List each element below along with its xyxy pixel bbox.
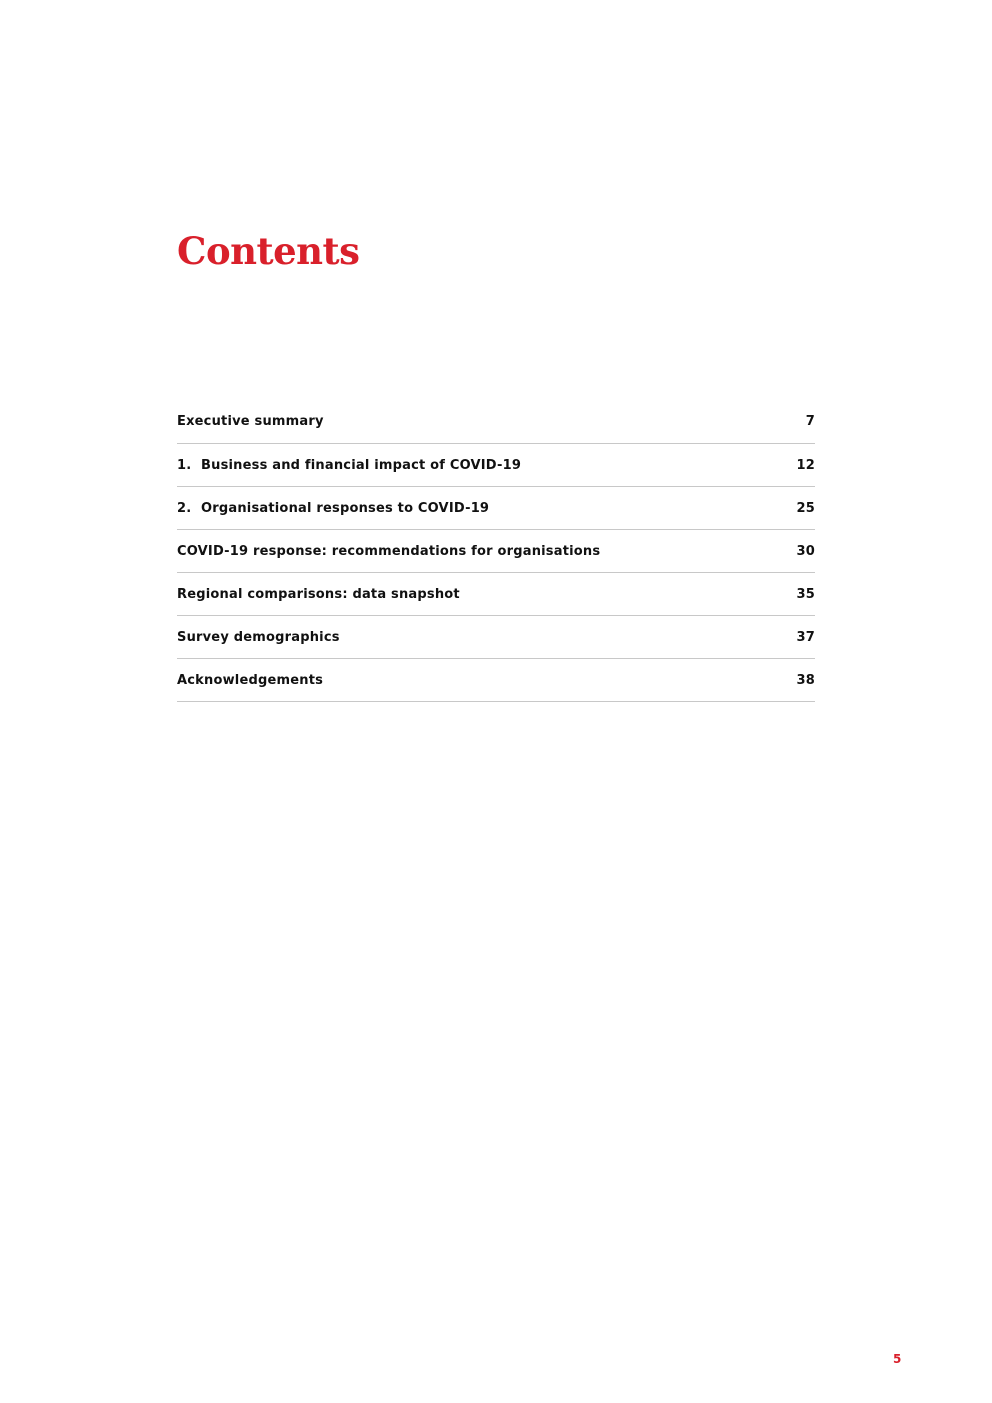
toc-entry-title: Acknowledgements bbox=[177, 672, 324, 688]
toc-entry-title: Executive summary bbox=[177, 414, 324, 429]
toc-entry-page: 35 bbox=[796, 586, 815, 602]
toc-entry-label bbox=[177, 414, 324, 429]
toc-entry[interactable] bbox=[177, 616, 815, 659]
toc-entry-title: Business and financial impact of COVID-19 bbox=[201, 457, 522, 473]
toc-entry-number: 1. bbox=[177, 457, 192, 473]
toc-entry-title: Survey demographics bbox=[177, 629, 340, 645]
toc-entry-title: COVID-19 response: recommendations for organisations bbox=[177, 543, 601, 559]
toc-entry[interactable] bbox=[177, 400, 815, 444]
toc-entry-label bbox=[177, 630, 340, 645]
toc-entry-label bbox=[177, 544, 600, 559]
toc-entry[interactable] bbox=[177, 573, 815, 616]
toc-entry[interactable] bbox=[177, 659, 815, 702]
page-number: 5 bbox=[893, 1352, 902, 1366]
toc-entry-page: 25 bbox=[796, 500, 815, 516]
toc-entry-page: 37 bbox=[796, 629, 815, 645]
toc-entry-page: 38 bbox=[796, 672, 815, 688]
toc-entry-page: 12 bbox=[796, 457, 815, 473]
page-title: Contents bbox=[177, 229, 360, 273]
toc-entry-page: 7 bbox=[805, 414, 815, 429]
toc-entry-number: 2. bbox=[177, 500, 192, 516]
toc-entry[interactable] bbox=[177, 444, 815, 487]
toc-entry-title: Organisational responses to COVID-19 bbox=[201, 500, 490, 516]
toc-entry-label bbox=[177, 673, 323, 688]
toc-entry-label bbox=[177, 458, 521, 473]
toc-entry-title: Regional comparisons: data snapshot bbox=[177, 586, 460, 602]
toc-entry-page: 30 bbox=[796, 543, 815, 559]
toc-entry[interactable] bbox=[177, 487, 815, 530]
toc-entry[interactable] bbox=[177, 530, 815, 573]
toc-entry-label bbox=[177, 587, 460, 602]
toc-entry-label bbox=[177, 501, 489, 516]
table-of-contents bbox=[177, 400, 815, 702]
